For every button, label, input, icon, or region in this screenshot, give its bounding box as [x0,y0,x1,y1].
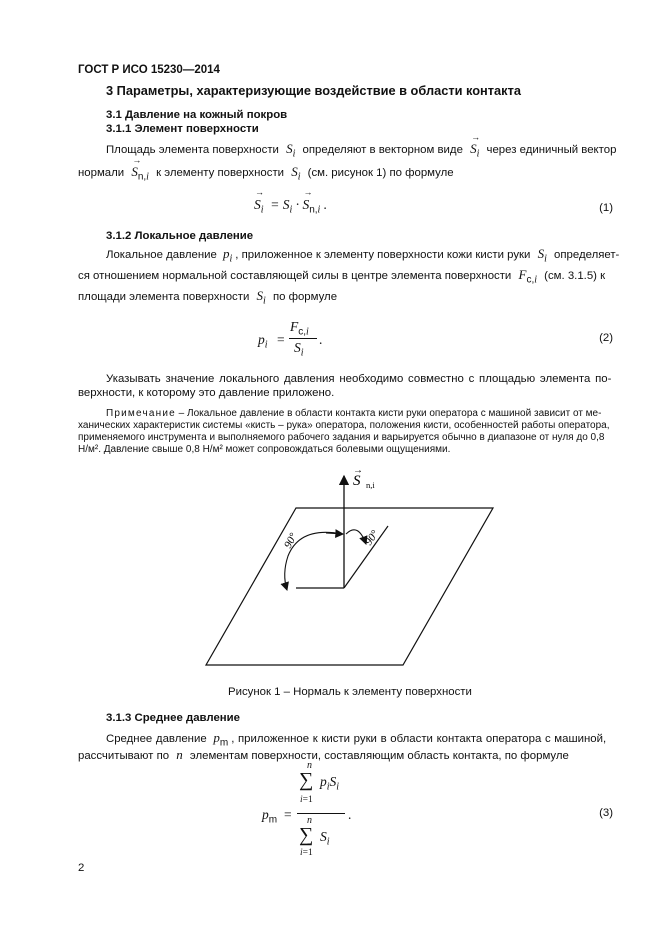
p2-text-d: ся отношением нормальной составляющей силы в центре элемента поверхности [78,270,512,282]
symbol-s-i-2: $S_i$ [291,164,301,183]
p1-text-e: к элементу поверхности [156,167,285,179]
vector-label-sub: n,i [366,480,375,490]
symbol-s-i: $S_i$ [286,141,296,160]
vector-label: S [353,473,361,489]
note-line-4: Н/м². Давление свыше 0,8 Н/м² может сопровождаться болевыми ощущениями. [78,444,451,455]
note-line-2: ханических характеристик системы «кисть – рука» оператора, положения кисти, особенностей работы оператора, [78,420,610,431]
equation-1-number: (1) [599,202,613,214]
vector-label-arrow: → [353,465,363,476]
figure-1-caption: Рисунок 1 – Нормаль к элементу поверхности [228,686,472,698]
section-3-1-1-title: 3.1.1 Элемент поверхности [106,123,259,135]
paragraph-4-line-1 [106,730,606,749]
section-3-1-title: 3.1 Давление на кожный покров [106,109,288,121]
p1-text-b: определяют в векторном виде [302,144,463,156]
p4-text-b: , приложенное к кисти руки в области контакта оператора с машиной, [231,733,607,745]
note-line-3: применяемого инструмента и выполняемого рабочего задания и варьируется обычно в диапазоне от нуля до 0,8 [78,432,605,443]
paragraph-3-line-2: верхности, к которому это давление приложено. [78,387,335,399]
p4-text-c: рассчитывают по [78,750,170,762]
symbol-p-m: $p_m$ [213,730,229,749]
running-header: ГОСТ Р ИСО 15230—2014 [78,64,220,76]
figure-1-diagram [190,464,510,674]
angle-theta-arc-start [326,533,343,534]
p2-text-a: Локальное давление [106,249,217,261]
p2-text-b: , приложенное к элементу поверхности кожи кисти руки [235,249,531,261]
symbol-n: n [176,747,183,762]
symbol-s-i-4: $S_i$ [256,288,266,307]
angle-theta-label: 90° [282,531,300,551]
p2-text-e: (см. 3.1.5) к [544,270,606,282]
equation-3: $p_m$ = n ∑ $p_iS_i$ i=1 n ∑ $S_i$ i=1 . [262,760,352,858]
equation-1: S → $_i = S_i \cdot S$ → $_{n,i}$ . [254,187,328,216]
symbol-s-vector: S → $_i$ [470,132,481,160]
symbol-p-i: $p_i$ [223,246,233,265]
paragraph-3-line-1: Указывать значение локального давления необходимо совместно с площадью элемента по- [106,373,612,385]
symbol-s-normal: S → $_{n,i}$ [131,155,149,183]
note-label: Примечание [106,408,176,419]
section-3-1-3-title: 3.1.3 Среднее давление [106,712,241,724]
paragraph-1-line-2 [78,155,454,183]
note-line-1 [106,408,601,420]
p2-text-c: определяет- [554,249,620,261]
p4-text-d: элементам поверхности, составляющим область контакта, по формуле [189,750,569,762]
section-3-1-2-title: 3.1.2 Локальное давление [106,230,254,242]
angle-phi-label: 90° [362,528,382,548]
p1-text-f: (см. рисунок 1) по формуле [307,167,454,179]
equation-2-number: (2) [599,332,613,344]
equation-3-number: (3) [599,807,613,819]
symbol-f-c-i: $F_{c,i}$ [518,267,537,286]
symbol-s-i-3: $S_i$ [537,246,547,265]
paragraph-2-line-1 [106,246,619,265]
note-text-1: – Локальное давление в области контакта кисти руки оператора с машиной зависит от ме- [175,408,602,419]
paragraph-1-line-1 [106,132,617,160]
p1-text-d: нормали [78,167,125,179]
section-3-title: 3 Параметры, характеризующие воздействие в области контакта [106,83,521,98]
page-number: 2 [78,862,85,874]
paragraph-2-line-2 [78,267,605,286]
p2-text-g: по формуле [272,291,338,303]
paragraph-2-line-3 [78,288,337,307]
p1-text-a: Площадь элемента поверхности [106,144,279,156]
p1-text-c: через единичный вектор [486,144,617,156]
p4-text-a: Среднее давление [106,733,207,745]
p2-text-f: площади элемента поверхности [78,291,250,303]
